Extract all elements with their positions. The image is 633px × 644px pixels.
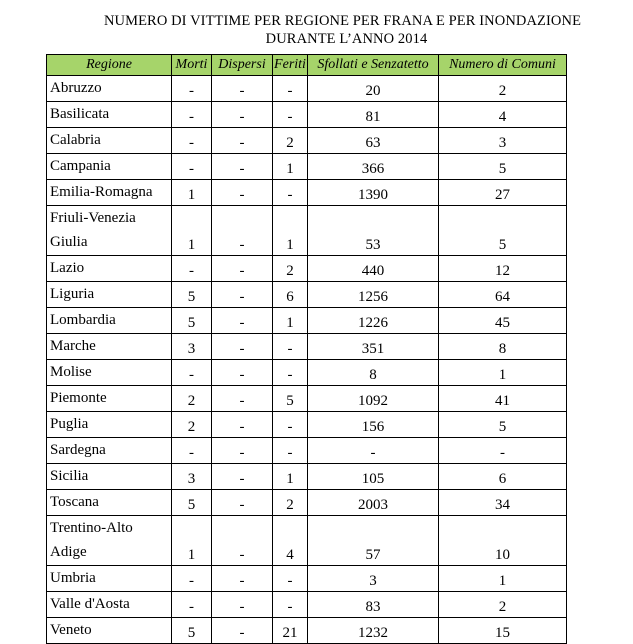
cell-region: Friuli-Venezia Giulia [47,206,172,256]
cell-region: Molise [47,360,172,386]
cell-sfollati: 1092 [308,386,439,412]
cell-morti: 1 [172,206,212,256]
cell-region: Sicilia [47,464,172,490]
cell-comuni: 5 [439,206,567,256]
cell-morti: 3 [172,334,212,360]
cell-dispersi: - [212,412,273,438]
cell-region: Piemonte [47,386,172,412]
cell-dispersi: - [212,516,273,566]
cell-morti: - [172,256,212,282]
cell-comuni: 64 [439,282,567,308]
header-sfollati: Sfollati e Senzatetto [308,55,439,76]
cell-comuni: 3 [439,128,567,154]
table-title [0,12,633,48]
cell-comuni: 41 [439,386,567,412]
cell-dispersi: - [212,256,273,282]
cell-dispersi: - [212,206,273,256]
cell-comuni: 2 [439,76,567,102]
table-row [47,128,567,154]
table-row [47,412,567,438]
cell-dispersi: - [212,592,273,618]
cell-sfollati: 366 [308,154,439,180]
cell-comuni: 2 [439,592,567,618]
cell-dispersi: - [212,490,273,516]
victims-table [46,54,567,644]
table-row [47,618,567,644]
cell-sfollati: 8 [308,360,439,386]
cell-dispersi: - [212,180,273,206]
table-body [47,76,567,644]
table-row [47,438,567,464]
cell-feriti: - [273,102,308,128]
cell-dispersi: - [212,360,273,386]
cell-comuni: 34 [439,490,567,516]
cell-feriti: 2 [273,128,308,154]
cell-comuni: 27 [439,180,567,206]
cell-morti: 1 [172,180,212,206]
cell-comuni: 5 [439,412,567,438]
cell-feriti: - [273,76,308,102]
table-row [47,490,567,516]
cell-feriti: 6 [273,282,308,308]
cell-morti: - [172,154,212,180]
table-row [47,386,567,412]
cell-region: Calabria [47,128,172,154]
cell-dispersi: - [212,464,273,490]
cell-feriti: 4 [273,516,308,566]
table-row [47,334,567,360]
cell-sfollati: 3 [308,566,439,592]
cell-sfollati: 1256 [308,282,439,308]
cell-region: Valle d'Aosta [47,592,172,618]
cell-morti: - [172,566,212,592]
table-row [47,180,567,206]
cell-morti: 1 [172,516,212,566]
cell-feriti: 1 [273,154,308,180]
header-regione: Regione [47,55,172,76]
cell-dispersi: - [212,566,273,592]
cell-dispersi: - [212,128,273,154]
header-dispersi: Dispersi [212,55,273,76]
cell-sfollati: 105 [308,464,439,490]
table-row [47,592,567,618]
cell-region: Liguria [47,282,172,308]
cell-sfollati: 351 [308,334,439,360]
cell-region: Trentino-Alto Adige [47,516,172,566]
cell-feriti: - [273,360,308,386]
cell-morti: - [172,592,212,618]
cell-morti: 5 [172,308,212,334]
cell-feriti: - [273,592,308,618]
header-comuni: Numero di Comuni [439,55,567,76]
header-morti: Morti [172,55,212,76]
cell-morti: - [172,76,212,102]
cell-feriti: - [273,412,308,438]
cell-region: Sardegna [47,438,172,464]
cell-feriti: 1 [273,206,308,256]
cell-region: Emilia-Romagna [47,180,172,206]
cell-comuni: 1 [439,566,567,592]
cell-sfollati: 53 [308,206,439,256]
cell-feriti: - [273,566,308,592]
cell-morti: 2 [172,386,212,412]
cell-dispersi: - [212,618,273,644]
cell-sfollati: 20 [308,76,439,102]
cell-dispersi: - [212,154,273,180]
table-row [47,360,567,386]
table-row [47,102,567,128]
cell-dispersi: - [212,102,273,128]
cell-morti: - [172,438,212,464]
cell-dispersi: - [212,282,273,308]
table-row [47,256,567,282]
cell-feriti: - [273,334,308,360]
cell-morti: 5 [172,618,212,644]
cell-comuni: - [439,438,567,464]
cell-dispersi: - [212,438,273,464]
table-row [47,308,567,334]
cell-dispersi: - [212,334,273,360]
cell-sfollati: 81 [308,102,439,128]
cell-region: Marche [47,334,172,360]
cell-feriti: 1 [273,464,308,490]
cell-comuni: 8 [439,334,567,360]
cell-comuni: 5 [439,154,567,180]
cell-morti: - [172,360,212,386]
header-row [47,55,567,76]
cell-sfollati: 1390 [308,180,439,206]
table-row [47,516,567,566]
title-line-2: DURANTE L’ANNO 2014 [265,31,428,47]
cell-feriti: - [273,180,308,206]
cell-region: Umbria [47,566,172,592]
cell-morti: 5 [172,490,212,516]
table-row [47,282,567,308]
cell-sfollati: 57 [308,516,439,566]
cell-comuni: 6 [439,464,567,490]
cell-sfollati: 156 [308,412,439,438]
cell-region: Puglia [47,412,172,438]
cell-comuni: 12 [439,256,567,282]
cell-region: Lazio [47,256,172,282]
cell-feriti: 21 [273,618,308,644]
cell-dispersi: - [212,308,273,334]
cell-morti: 5 [172,282,212,308]
table-row [47,206,567,256]
cell-sfollati: 1226 [308,308,439,334]
cell-morti: 2 [172,412,212,438]
table-row [47,566,567,592]
cell-comuni: 10 [439,516,567,566]
title-line-1: NUMERO DI VITTIME PER REGIONE PER FRANA E PER INONDAZIONE [103,13,582,29]
cell-dispersi: - [212,76,273,102]
cell-feriti: - [273,438,308,464]
cell-morti: - [172,102,212,128]
cell-region: Lombardia [47,308,172,334]
cell-region: Abruzzo [47,76,172,102]
cell-comuni: 15 [439,618,567,644]
cell-sfollati: 440 [308,256,439,282]
cell-dispersi: - [212,386,273,412]
cell-feriti: 1 [273,308,308,334]
cell-sfollati: 1232 [308,618,439,644]
cell-sfollati: - [308,438,439,464]
cell-sfollati: 63 [308,128,439,154]
cell-comuni: 1 [439,360,567,386]
cell-region: Veneto [47,618,172,644]
cell-feriti: 2 [273,490,308,516]
cell-comuni: 45 [439,308,567,334]
cell-feriti: 5 [273,386,308,412]
cell-sfollati: 83 [308,592,439,618]
cell-sfollati: 2003 [308,490,439,516]
cell-region: Basilicata [47,102,172,128]
cell-comuni: 4 [439,102,567,128]
cell-morti: 3 [172,464,212,490]
table-row [47,154,567,180]
cell-region: Toscana [47,490,172,516]
cell-region: Campania [47,154,172,180]
table-row [47,464,567,490]
cell-feriti: 2 [273,256,308,282]
header-feriti: Feriti [273,55,308,76]
table-row [47,76,567,102]
cell-morti: - [172,128,212,154]
